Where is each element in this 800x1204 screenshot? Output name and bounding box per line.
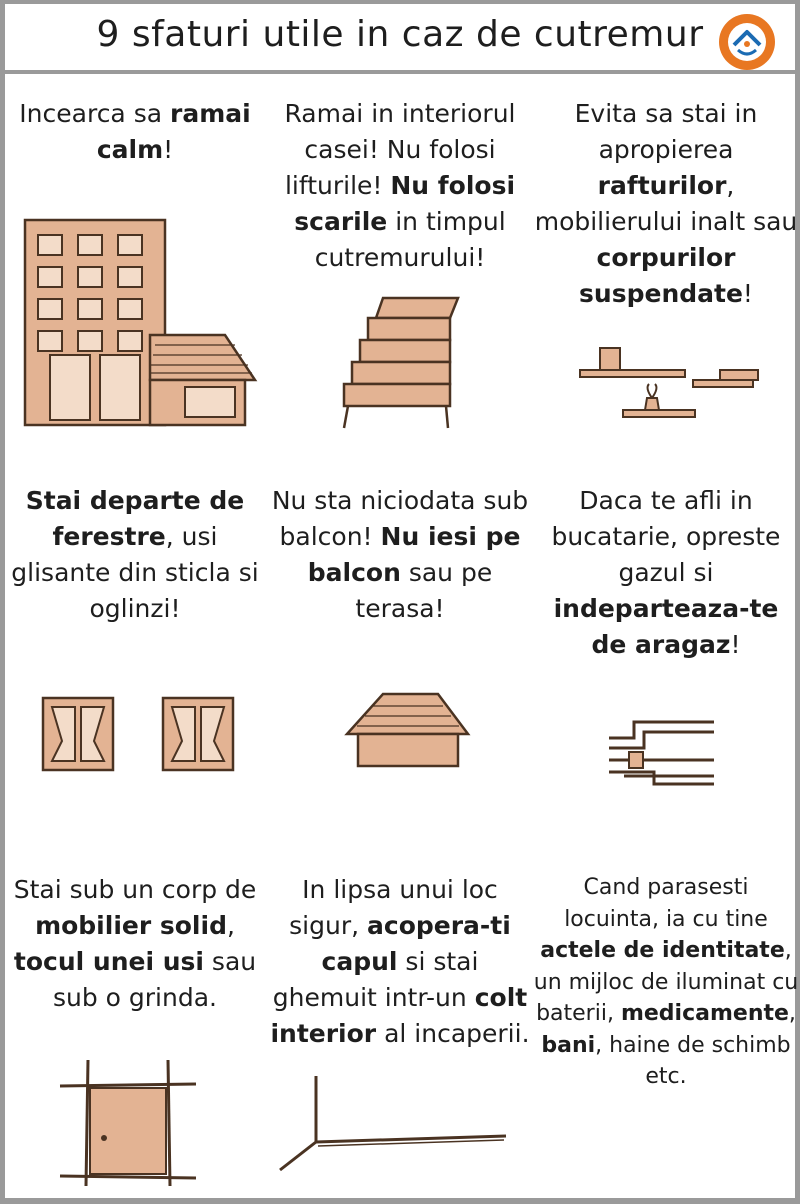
tip-emphasis: medicamente [620,1001,789,1026]
header [0,0,800,72]
tip-2 [267,96,533,276]
tip-8 [267,872,533,1052]
tip-emphasis: mobilier solid [35,911,227,940]
tip-text: Evita sa stai in apropierea [574,99,758,164]
tip-text: ! [742,279,753,308]
tip-text: Ramai in interiorul casei! Nu folosi lifturile! [284,99,516,200]
gas-pipes-icon [604,712,724,792]
tip-emphasis: corpurilor suspendate [579,243,743,308]
tip-text: Cand parasesti locuinta, ia cu tine [564,875,768,932]
tip-1 [2,96,268,168]
tip-5 [267,483,533,627]
tip-6 [533,483,799,663]
tip-text: , usi glisante din sticla si oglinzi! [11,522,259,623]
tip-emphasis: Nu iesi pe balcon [307,522,521,587]
tip-emphasis: bani [541,1032,596,1058]
tip-text: Nu sta niciodata sub balcon! [271,486,529,551]
frame-bottom [0,1198,800,1204]
tip-emphasis: ramai calm [96,99,251,164]
room-corner-icon [278,1074,508,1172]
tip-4 [2,483,268,627]
tip-text: , [226,911,235,940]
tip-emphasis: Nu folosi scarile [294,171,516,236]
shelves-icon [575,340,765,425]
page-title: 9 sfaturi utile in caz de cutremur [96,14,704,55]
tip-emphasis: colt interior [270,983,528,1048]
tip-text: si stai ghemuit intr-un [272,947,479,1012]
tip-7 [2,872,268,1016]
windows-icon [38,693,238,775]
balcony-icon [343,686,471,770]
tip-text: Stai sub un corp de [13,875,257,904]
tip-emphasis: tocul unei usi [13,947,204,976]
tip-emphasis: acopera-ti capul [321,911,511,976]
tip-text: In lipsa unui loc sigur, [289,875,498,940]
tip-text: ! [163,135,174,164]
tip-text: , mobilierului inalt sau [534,171,798,236]
tip-emphasis: Stai departe de ferestre [25,486,245,551]
tip-text: sau sub o grinda. [52,947,257,1012]
tip-text: sau pe terasa! [355,558,493,623]
tip-text: , [788,1001,796,1026]
tip-3 [533,96,799,312]
logo-icon [717,12,777,72]
tip-emphasis: actele de identitate [540,938,785,963]
building-icon [20,215,260,430]
stairs-icon [338,288,468,433]
tip-text: Incearca sa [19,99,170,128]
tip-9 [533,872,799,1093]
tip-emphasis: indeparteaza-te de aragaz [553,594,779,659]
tip-text: Daca te afli in bucatarie, opreste gazul si [551,486,781,587]
tip-text: in timpul cutremurului! [314,207,506,272]
tip-emphasis: rafturilor [597,171,727,200]
tip-text: , un mijloc de iluminat cu baterii, [533,938,799,1026]
tip-text: , haine de schimb etc. [595,1032,791,1089]
tip-text: al incaperii. [376,1019,530,1048]
tip-text: ! [730,630,741,659]
door-frame-icon [58,1058,198,1188]
